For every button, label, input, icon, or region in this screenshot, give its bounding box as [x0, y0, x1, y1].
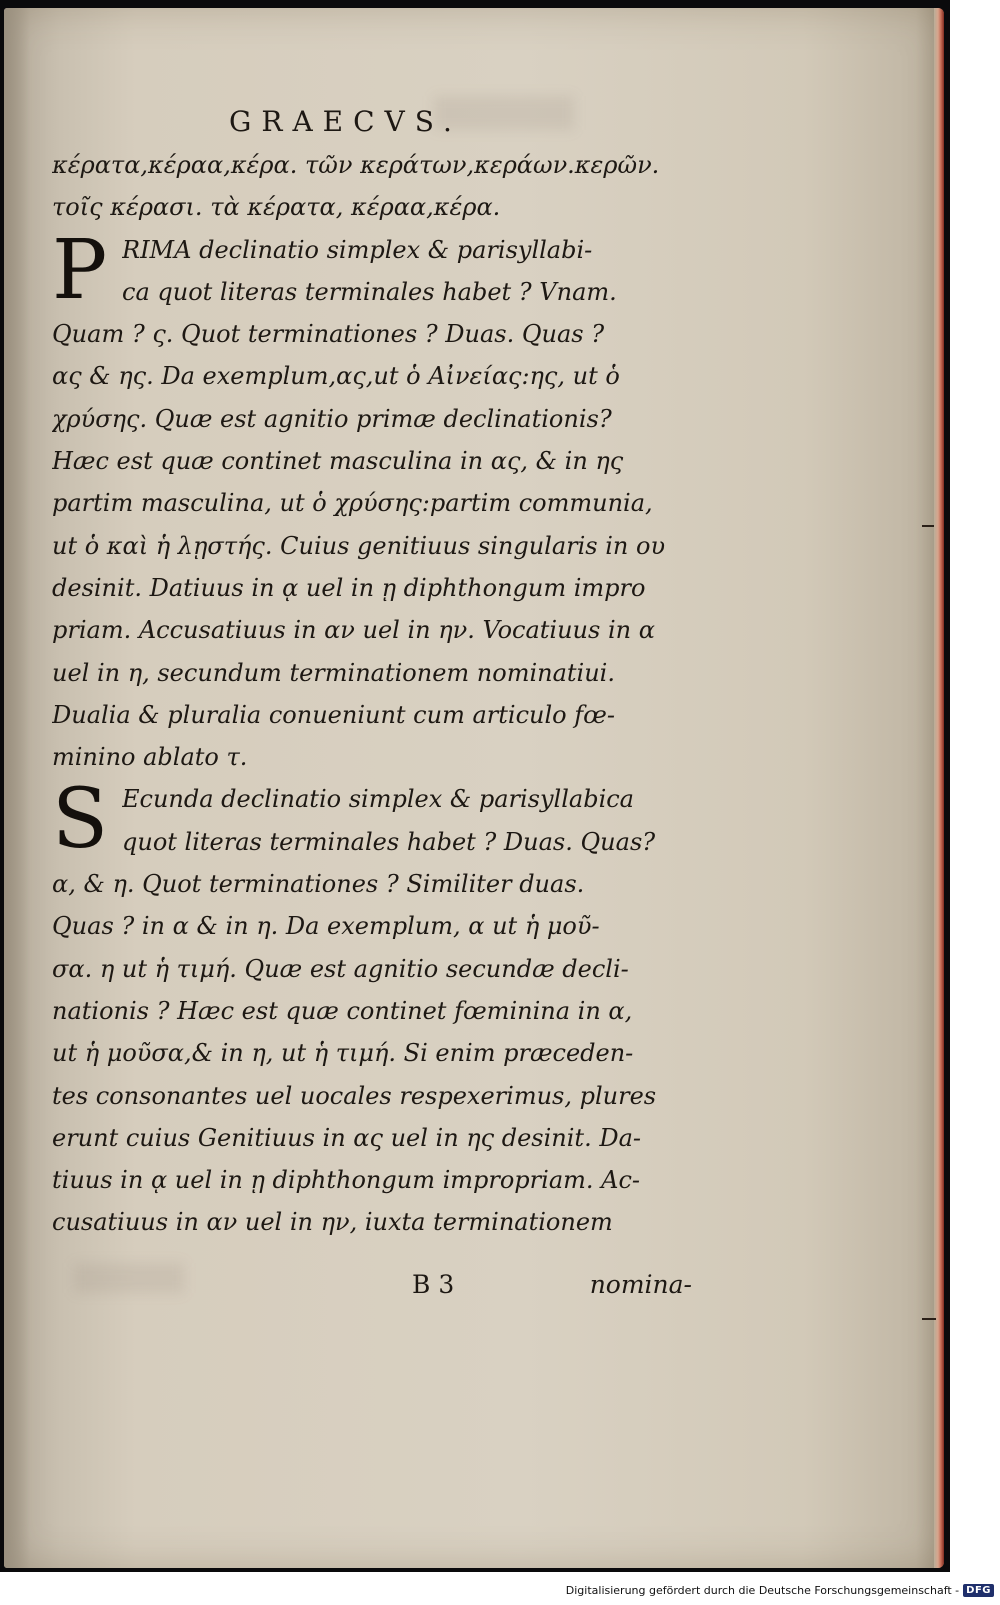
text-line: priam. Accusatiuus in αν uel in ην. Vocatiuus in α — [52, 616, 655, 645]
text-line: Ecunda declinatio simplex & parisyllabica — [122, 785, 634, 814]
text-line: tes consonantes uel uocales respexerimus, plures — [52, 1081, 657, 1110]
text-line: σα. η ut ἡ τιμή. Quæ est agnitio secundæ decli- — [52, 954, 629, 983]
text-line: partim masculina, ut ὁ χρύσης:partim communia, — [52, 489, 653, 518]
drop-cap-initial: S — [52, 772, 109, 868]
text-line: minino ablato τ. — [52, 743, 248, 772]
text-line: Quam ? ς. Quot terminationes ? Duas. Quas ? — [52, 320, 605, 349]
text-line: erunt cuius Genitiuus in ας uel in ης desinit. Da- — [52, 1123, 641, 1152]
text-line: Hæc est quæ continet masculina in ας, & in ης — [52, 447, 624, 476]
dfg-logo-icon: DFG — [963, 1584, 994, 1597]
margin-mark — [922, 525, 934, 527]
signature-mark: B 3 — [412, 1270, 455, 1299]
digitization-credit — [566, 1581, 994, 1599]
text-line: χρύσης. Quæ est agnitio primæ declinationis? — [52, 404, 612, 433]
page-text-block — [52, 144, 692, 1244]
drop-cap-initial: P — [52, 222, 108, 318]
text-line: nationis ? Hæc est quæ continet fœminina in α, — [52, 996, 633, 1025]
text-line: τοῖς κέρασι. τὰ κέρατα, κέραα,κέρα. — [52, 193, 501, 222]
catchword: nomina- — [589, 1270, 692, 1299]
text-line: ut ἡ μοῦσα,& in η, ut ἡ τιμή. Si enim præceden- — [52, 1039, 634, 1068]
running-head: GRAECVS. — [229, 105, 462, 138]
credit-text: Digitalisierung gefördert durch die Deutsche Forschungsgemeinschaft - — [565, 1583, 960, 1597]
text-line: Quas ? in α & in η. Da exemplum, α ut ἡ μοῦ- — [52, 912, 600, 941]
text-line: κέρατα,κέραα,κέρα. τῶν κεράτων,κεράων.κερῶν. — [52, 151, 660, 179]
text-line: uel in η, secundum terminationem nominatiui. — [52, 658, 615, 687]
text-line: tiuus in ᾳ uel in ῃ diphthongum impropriam. Ac- — [52, 1166, 641, 1195]
text-line: Dualia & pluralia conueniunt cum articulo fœ- — [52, 700, 615, 729]
book-page — [4, 8, 944, 1568]
page-gutter-shadow — [4, 8, 30, 1568]
text-line: α, & η. Quot terminationes ? Similiter duas. — [52, 870, 585, 899]
text-line: quot literas terminales habet ? Duas. Quas? — [122, 827, 656, 856]
paragraph-prima-declinatio — [52, 222, 692, 779]
page-edge-red — [934, 8, 944, 1568]
text-line: cusatiuus in αν uel in ην, iuxta terminationem — [52, 1208, 613, 1237]
text-line: ας & ης. Da exemplum,ας,ut ὁ Αἰνείας:ης, ut ὁ — [52, 362, 620, 391]
text-line: desinit. Datiuus in ᾳ uel in ῃ diphthongum impro — [52, 573, 646, 602]
margin-mark — [922, 1318, 936, 1320]
paragraph-secunda-declinatio — [52, 772, 692, 1243]
page-foot — [52, 1270, 692, 1310]
text-line: ut ὁ καὶ ἡ λῃστής. Cuius genitiuus singularis in ου — [52, 531, 666, 560]
text-line: RIMA declinatio simplex & parisyllabi- — [122, 235, 593, 264]
text-line: ca quot literas terminales habet ? Vnam. — [122, 277, 617, 306]
